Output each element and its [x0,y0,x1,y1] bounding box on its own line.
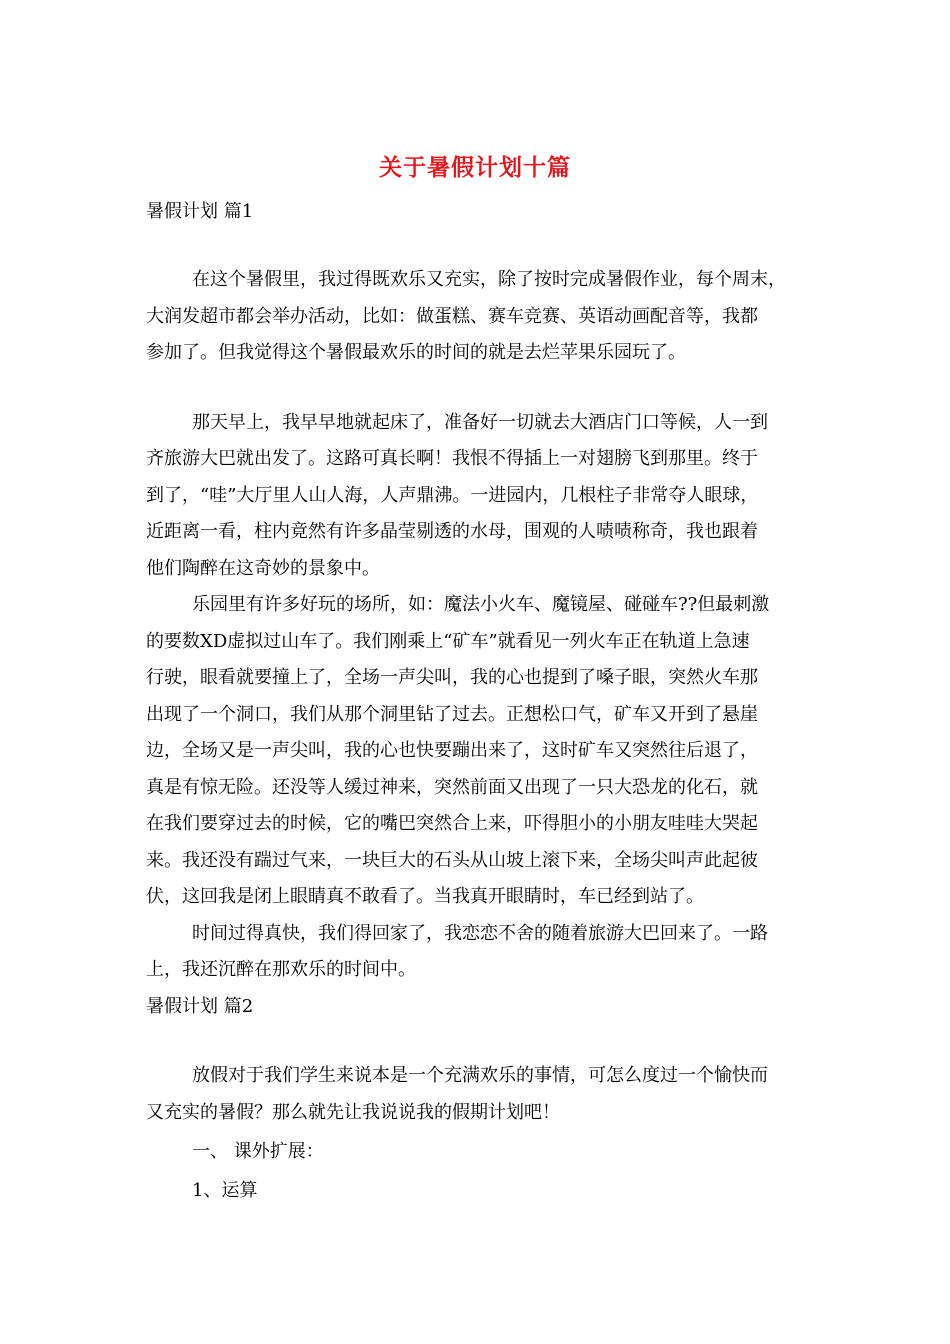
paragraph-line: 齐旅游大巴就出发了。这路可真长啊！我恨不得插上一对翅膀飞到那里。终于 [146,448,758,469]
paragraph-line: 伏，这回我是闭上眼睛真不敢看了。当我真开眼睛时，车已经到站了。 [146,886,704,907]
paragraph-line: 来。我还没有踹过气来，一块巨大的石头从山坡上滚下来，全场尖叫声此起彼 [146,850,758,871]
section-heading-2: 暑假计划 篇2 [146,996,254,1017]
paragraph-line: 参加了。但我觉得这个暑假最欢乐的时间的就是去烂苹果乐园玩了。 [146,342,686,363]
list-item: 1、运算 [192,1180,258,1201]
section-heading-1: 暑假计划 篇1 [146,201,254,222]
paragraph-line: 大润发超市都会举办活动，比如：做蛋糕、赛车竞赛、英语动画配音等，我都 [146,306,758,327]
paragraph-line: 出现了一个洞口，我们从那个洞里钻了过去。正想松口气，矿车又开到了悬崖 [146,704,758,725]
document-title: 关于暑假计划十篇 [379,154,571,181]
paragraph-line: 近距离一看，柱内竟然有许多晶莹剔透的水母，围观的人啧啧称奇，我也跟着 [146,521,758,542]
paragraph-line: 到了，“哇”大厅里人山人海，人声鼎沸。一进园内，几根柱子非常夺人眼球， [146,485,759,506]
paragraph-line: 的要数XD虚拟过山车了。我们刚乘上“矿车”就看见一列火车正在轨道上急速 [146,631,750,652]
paragraph-line: 在这个暑假里，我过得既欢乐又充实，除了按时完成暑假作业，每个周末， [192,269,786,290]
paragraph-line: 放假对于我们学生来说本是一个充满欢乐的事情，可怎么度过一个愉快而 [192,1065,768,1086]
paragraph-line: 他们陶醉在这奇妙的景象中。 [146,558,380,579]
paragraph-line: 又充实的暑假？那么就先让我说说我的假期计划吧！ [146,1102,560,1123]
paragraph-line: 在我们要穿过去的时候，它的嘴巴突然合上来，吓得胆小的小朋友哇哇大哭起 [146,813,758,834]
paragraph-line: 真是有惊无险。还没等人缓过神来，突然前面又出现了一只大恐龙的化石，就 [146,777,758,798]
paragraph-line: 行驶，眼看就要撞上了，全场一声尖叫，我的心也提到了嗓子眼，突然火车那 [146,667,758,688]
paragraph-line: 时间过得真快，我们得回家了，我恋恋不舍的随着旅游大巴回来了。一路 [192,923,768,944]
paragraph-line: 上，我还沉醉在那欢乐的时间中。 [146,959,416,980]
list-heading: 一、 课外扩展： [192,1141,324,1162]
paragraph-line: 那天早上，我早早地就起床了，准备好一切就去大酒店门口等候，人一到 [192,412,768,433]
paragraph-line: 边，全场又是一声尖叫，我的心也快要蹦出来了，这时矿车又突然往后退了， [146,740,758,761]
paragraph-line: 乐园里有许多好玩的场所，如：魔法小火车、魔镜屋、碰碰车??但最刺激 [192,594,770,615]
